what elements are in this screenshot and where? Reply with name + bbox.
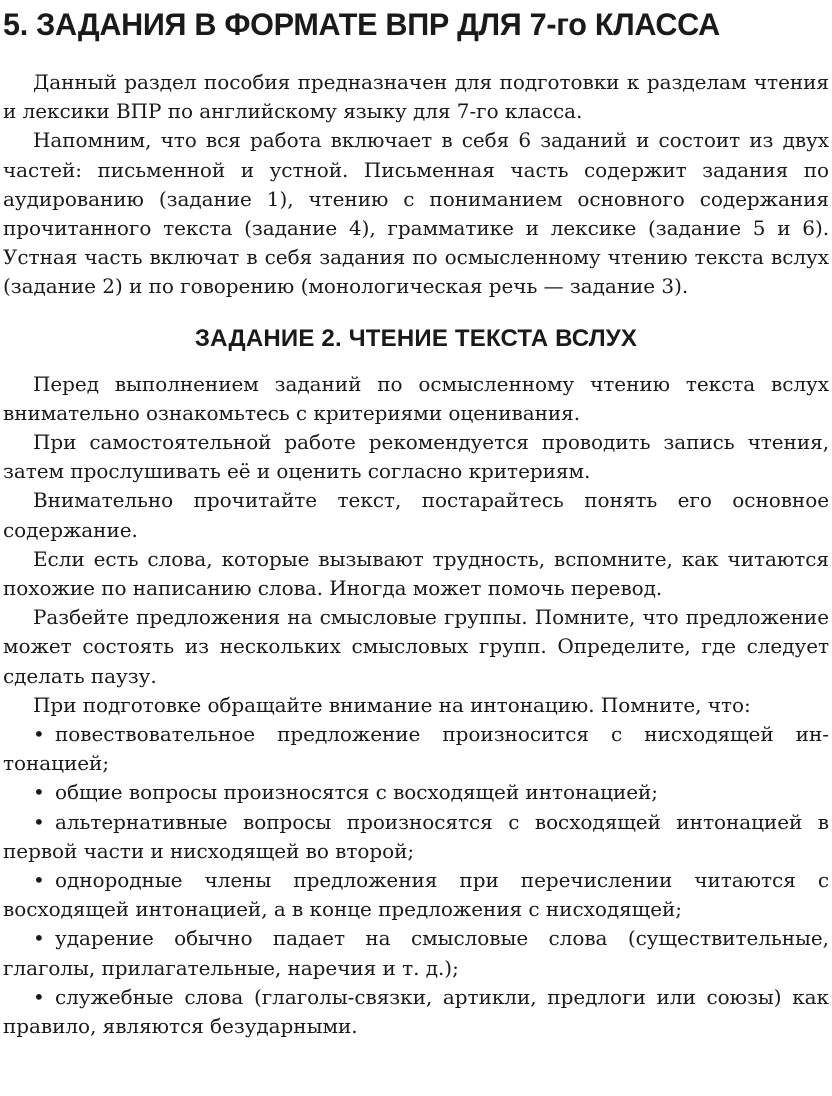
list-item-text: альтернативные вопросы произносятся с восходящей интонацией в первой части и нисходящей во второй; xyxy=(3,809,829,863)
list-item-text: однородные члены предложения при перечислении читаются с восходящей интонацией, а в конце предложения с нисходящей; xyxy=(3,868,829,922)
list-item-text: ударение обычно падает на смысловые слова (существительные, глаголы, прилагательные, наречия и т. д.); xyxy=(3,926,829,980)
list-item xyxy=(3,720,829,778)
section-body xyxy=(3,370,829,1042)
intonation-rules-list xyxy=(3,720,829,1041)
chapter-title: 5. ЗАДАНИЯ В ФОРМАТЕ ВПР ДЛЯ 7-го КЛАССА xyxy=(3,6,720,42)
section-paragraph: Перед выполнением заданий по осмысленному чтению текста вслух внимательно ознакомьтесь с критериями оценивания. xyxy=(3,371,829,425)
bullet-icon: • xyxy=(33,984,45,1009)
list-item xyxy=(3,983,829,1041)
list-item-text: служебные слова (глаголы-связки, артикли, предлоги или союзы) как правило, являются безударными. xyxy=(3,984,829,1039)
intro-paragraph: Напомним, что вся работа включает в себя 6 заданий и состоит из двух частей: письменной и устной. Письменная часть содержит задания по аудированию (задание 1), чтению с пониманием основного содержания прочитанного текста (задание 4), грамматике и лексике (задание 5 и 6). Устная часть включат в себя задания по осмысленному чтению текста вслух (задание 2) и по говорению (монологическая речь — задание 3). xyxy=(3,128,829,299)
intro-paragraph: Данный раздел пособия предназначен для подготовки к разделам чтения и лексики ВПР по английскому языку для 7-го класса. xyxy=(3,70,829,124)
bullet-icon: • xyxy=(33,868,45,893)
list-item xyxy=(3,924,829,982)
list-item-text: повествовательное предложение произносится с нисходящей интонацией; xyxy=(3,722,829,776)
section-paragraph: Внимательно прочитайте текст, постарайтесь понять его основное содержание. xyxy=(3,488,829,542)
list-item-text: общие вопросы произносятся с восходящей интонацией; xyxy=(55,780,658,805)
section-paragraph: Разбейте предложения на смысловые группы. Помните, что предложение может состоять из нескольких смысловых групп. Определите, где следует сделать паузу. xyxy=(3,605,829,688)
bullet-icon: • xyxy=(33,780,45,805)
section-paragraph: При подготовке обращайте внимание на интонацию. Помните, что: xyxy=(33,692,751,717)
list-item xyxy=(3,778,829,807)
bullet-icon: • xyxy=(33,722,45,747)
section-title: ЗАДАНИЕ 2. ЧТЕНИЕ ТЕКСТА ВСЛУХ xyxy=(194,324,638,352)
bullet-icon: • xyxy=(33,809,45,834)
section-paragraph: Если есть слова, которые вызывают трудность, вспомните, как читаются похожие по написанию слова. Иногда может помочь перевод. xyxy=(3,546,829,601)
intro-section xyxy=(3,68,829,302)
list-item xyxy=(3,866,829,924)
section-paragraph: При самостоятельной работе рекомендуется проводить запись чтения, затем прослушивать её и оценить согласно критериям. xyxy=(3,430,829,484)
bullet-icon: • xyxy=(33,926,45,951)
list-item xyxy=(3,808,829,866)
